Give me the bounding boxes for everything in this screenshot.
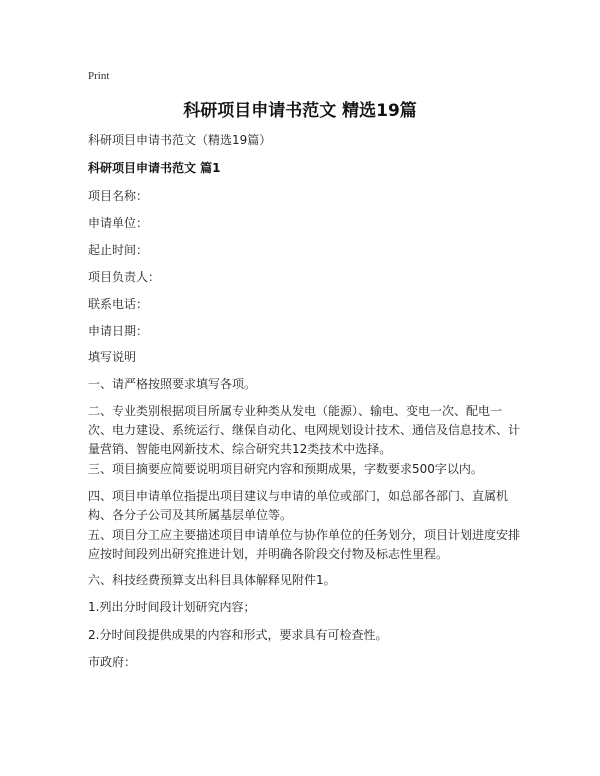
field-date: 申请日期： (88, 324, 149, 338)
last-line: 市政府： (88, 655, 137, 669)
section-heading: 科研项目申请书范文 篇1 (88, 161, 221, 175)
instruction-item-1: 一、请严格按照要求填写各项。 (88, 377, 257, 391)
field-phone: 联系电话： (88, 297, 149, 311)
instruction-item-6: 六、科技经费预算支出科目具体解释见附件1。 (88, 573, 336, 587)
list-item-1: 1.列出分时间段计划研究内容； (88, 600, 256, 614)
instructions-heading: 填写说明 (88, 350, 137, 364)
instruction-item-4: 四、项目申请单位指提出项目建议与申请的单位或部门，如总部各部门、直属机构、各分子公司及其所属基层单位等。 (88, 489, 509, 522)
list-item-2: 2.分时间段提供成果的内容和形式，要求具有可检查性。 (88, 628, 388, 642)
print-link[interactable]: Print (88, 70, 110, 82)
instruction-item-5: 五、项目分工应主要描述项目申请单位与协作单位的任务划分，项目计划进度安排应按时间段列出研究推进计划，并明确各阶段交付物及标志性里程。 (88, 528, 521, 561)
instruction-item-3: 三、项目摘要应简要说明项目研究内容和预期成果，字数要求500字以内。 (88, 462, 483, 476)
field-period: 起止时间： (88, 243, 149, 257)
document-subtitle: 科研项目申请书范文（精选19篇） (88, 133, 272, 147)
instruction-item-2: 二、专业类别根据项目所属专业种类从发电（能源）、输电、变电一次、配电一次、电力建设、系统运行、继保自动化、电网规划设计技术、通信及信息技术、计量营销、智能电网新技术、综合研究共12类技术中选择。 (88, 404, 521, 456)
document-title: 科研项目申请书范文 精选19篇 (183, 101, 417, 121)
field-leader: 项目负责人： (88, 270, 161, 284)
field-applicant: 申请单位： (88, 216, 149, 230)
field-project-name: 项目名称： (88, 189, 149, 203)
